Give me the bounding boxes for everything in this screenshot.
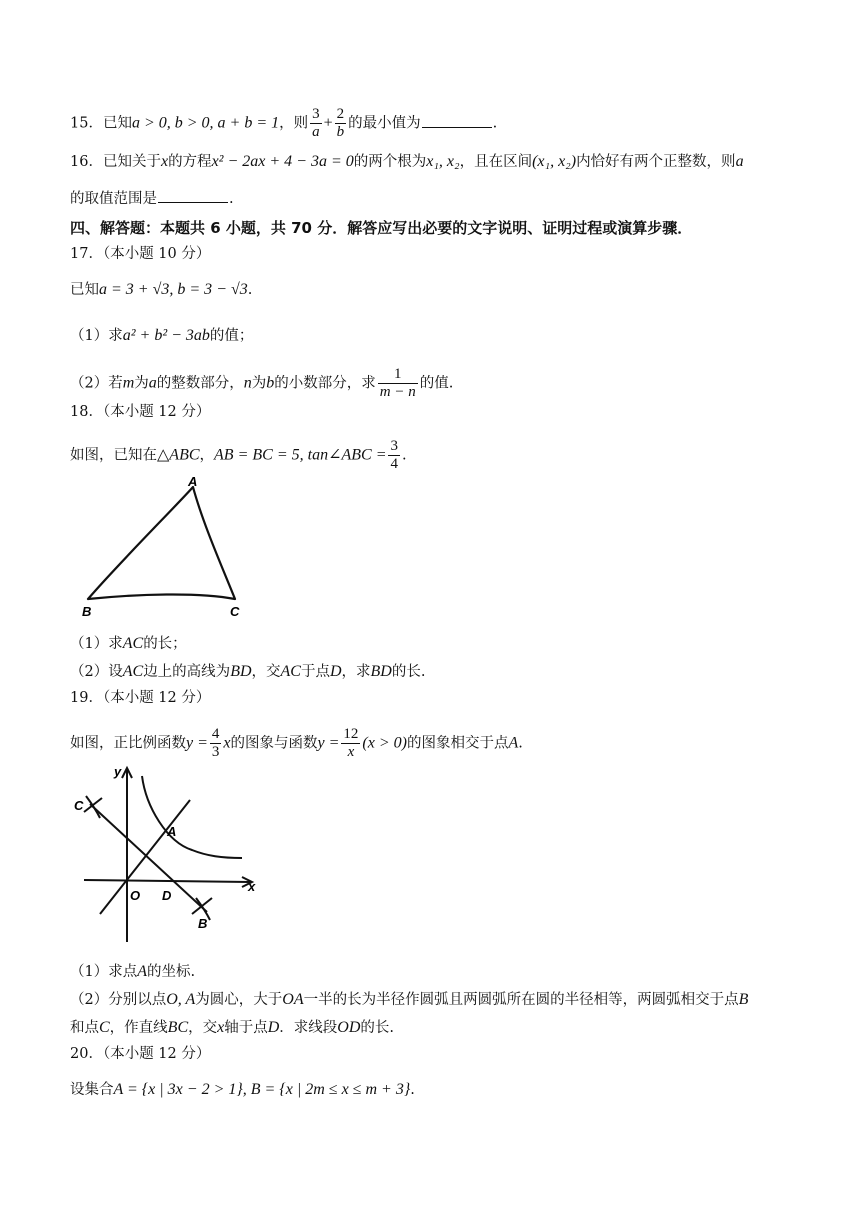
q18-text: ，交 — [251, 664, 281, 680]
q19-fraction-2 — [341, 726, 360, 761]
q19-var: x — [223, 734, 231, 752]
q15-tail: 的最小值为 — [348, 115, 421, 132]
q19-text: （2）分别以点 — [70, 992, 167, 1008]
coordinate-figure — [72, 762, 272, 947]
q18-end: . — [401, 447, 407, 464]
q17-end: . — [247, 282, 253, 298]
arc-mark-c2 — [86, 796, 100, 818]
label-x: x — [248, 879, 256, 894]
q18-fraction — [388, 438, 400, 473]
question-16-line-1 — [70, 152, 744, 172]
q16-text: 内恰好有两个正整数，则 — [576, 154, 736, 170]
q17-expression: a² + b² − 3ab — [122, 327, 210, 344]
q17-var: m — [122, 374, 135, 392]
proportional-line — [100, 800, 190, 914]
frac-den: m − n — [379, 384, 416, 400]
q16-text: 的取值范围是 — [70, 191, 157, 207]
q18-given — [70, 438, 407, 473]
q19-part-2-line-1 — [70, 990, 748, 1010]
label-y: y — [114, 764, 122, 779]
q19-var: x — [217, 1019, 225, 1036]
hyperbola-curve — [142, 776, 242, 858]
q17-expression: a = 3 + √3, b = 3 − √3 — [99, 281, 248, 298]
x-axis — [84, 880, 250, 882]
frac-den: 3 — [211, 744, 220, 760]
q18-text: （2）设 — [70, 664, 123, 680]
q15-fraction-2 — [335, 106, 347, 141]
q17-part-2 — [70, 366, 453, 401]
frac-den: b — [336, 124, 345, 140]
q20-text: 设集合 — [70, 1082, 114, 1098]
q18-text: 于点 — [300, 664, 330, 680]
q15-end: . — [492, 115, 498, 132]
frac-num: 3 — [390, 438, 398, 454]
q18-text: 的长； — [143, 636, 187, 652]
q17-text: 的小数部分，求 — [274, 375, 376, 392]
label-a: A — [167, 824, 177, 839]
question-15 — [70, 106, 497, 141]
q17-text: 的整数部分， — [156, 375, 244, 392]
q17-var: b — [266, 374, 275, 392]
q19-text: 轴于点 — [224, 1020, 268, 1036]
frac-num: 1 — [378, 366, 418, 384]
q17-text: 的值. — [419, 375, 454, 392]
q19-var: O, A — [166, 991, 196, 1008]
answer-blank[interactable] — [158, 188, 228, 203]
q17-text: 的值； — [209, 328, 254, 344]
label-c: C — [74, 798, 84, 813]
q19-text: 的图象与函数 — [230, 735, 318, 752]
question-16-line-2 — [70, 188, 234, 209]
q19-text: ，作直线 — [109, 1020, 168, 1036]
q18-var: BD — [230, 663, 252, 680]
q20-end: . — [410, 1082, 415, 1098]
frac-num: 3 — [312, 106, 320, 122]
q18-var: AC — [122, 635, 144, 652]
q17-var: a — [148, 374, 157, 392]
frac-num: 12 — [343, 726, 359, 742]
q17-var: n — [243, 374, 252, 392]
q19-text: 为圆心，大于 — [195, 992, 283, 1008]
q17-text: 为 — [251, 375, 267, 392]
q17-fraction — [378, 366, 418, 401]
section-heading: 四、解答题：本题共 6 小题，共 70 分．解答应写出必要的文字说明、证明过程或演算步骤． — [70, 219, 693, 237]
q19-text: ．求线段 — [279, 1020, 338, 1036]
q19-fraction-1 — [210, 726, 222, 761]
q15-fraction-1 — [310, 106, 322, 141]
q18-text: 的长. — [391, 664, 426, 680]
q16-end: . — [229, 191, 234, 207]
q19-text: 的图象相交于点 — [406, 735, 509, 752]
q20-expression: A = {x | 3x − 2 > 1}, B = {x | 2m ≤ x ≤ m + 3} — [113, 1081, 411, 1098]
q16-var: x — [160, 153, 169, 170]
q18-text: 边上的高线为 — [143, 664, 231, 680]
q18-text: 如图，已知在 — [70, 447, 157, 464]
frac-den: a — [312, 124, 320, 140]
q19-text: 的坐标. — [147, 964, 196, 980]
answer-blank[interactable] — [422, 113, 492, 128]
q19-part-2-line-2 — [70, 1018, 394, 1038]
q19-given — [70, 726, 523, 761]
q19-text: 的长. — [360, 1020, 395, 1036]
q17-text: （2）若 — [70, 375, 123, 392]
q18-expression: AB = BC = 5, tan∠ABC = — [214, 446, 387, 464]
triangle-figure — [78, 474, 258, 624]
q18-var: D — [329, 663, 342, 680]
frac-den: x — [347, 744, 355, 760]
triangle-abc — [88, 487, 235, 599]
frac-num: 2 — [336, 106, 345, 122]
q19-var: B — [738, 991, 749, 1008]
q16-equation: x² − 2ax + 4 − 3a = 0 — [211, 153, 354, 170]
q19-var: D — [267, 1019, 280, 1036]
q16-text: 的方程 — [168, 154, 212, 170]
q18-text: （1）求 — [70, 636, 123, 652]
label-c: C — [230, 604, 240, 619]
label-d: D — [162, 888, 172, 903]
q19-var: OD — [337, 1019, 361, 1036]
q19-var: A — [508, 734, 519, 752]
question-17-header: 17．（本小题 10 分） — [70, 246, 211, 262]
q19-text: （1）求点 — [70, 964, 138, 980]
q16-var: a — [735, 153, 744, 170]
q18-triangle: △ABC — [157, 446, 200, 464]
q16-interval: (x₁, x₂) — [532, 153, 577, 170]
q19-text: 一半的长为半径作圆弧且两圆弧所在圆的半径相等，两圆弧相交于点 — [303, 992, 739, 1008]
q19-var: C — [99, 1019, 110, 1036]
question-20-header: 20．（本小题 12 分） — [70, 1046, 211, 1062]
q18-text: ，求 — [341, 664, 371, 680]
q18-var: BD — [370, 663, 392, 680]
q17-text: （1）求 — [70, 328, 123, 344]
q19-text: ，交 — [188, 1020, 218, 1036]
label-b: B — [198, 916, 208, 931]
q19-text: 和点 — [70, 1020, 99, 1036]
q16-number: 16．已知关于 — [70, 154, 161, 170]
question-19-header: 19．（本小题 12 分） — [70, 690, 211, 706]
label-a: A — [188, 474, 198, 489]
q17-part-1 — [70, 326, 253, 346]
q17-text: 已知 — [70, 282, 99, 298]
q19-func: y = — [186, 734, 208, 752]
q18-part-1 — [70, 634, 187, 654]
label-b: B — [82, 604, 92, 619]
q16-text: ，且在区间 — [459, 154, 533, 170]
q19-var: BC — [167, 1019, 189, 1036]
q16-text: 的两个根为 — [353, 154, 427, 170]
q17-given — [70, 280, 252, 300]
q19-condition: (x > 0) — [362, 734, 407, 752]
label-o: O — [130, 888, 141, 903]
frac-den: 4 — [390, 456, 398, 472]
q19-var: A — [137, 963, 148, 980]
q17-text: 为 — [134, 375, 149, 392]
q15-condition: a > 0, b > 0, a + b = 1 — [131, 114, 280, 132]
q20-given — [70, 1080, 415, 1100]
question-18-header: 18．（本小题 12 分） — [70, 404, 211, 420]
q18-var: AC — [280, 663, 301, 680]
q16-roots: x₁, x₂ — [426, 153, 460, 170]
q15-plus: + — [323, 114, 333, 132]
q18-text: ， — [199, 447, 215, 464]
bisector-line — [90, 804, 207, 912]
q19-text: 如图，正比例函数 — [70, 735, 186, 752]
q18-var: AC — [122, 663, 144, 680]
q19-part-1 — [70, 962, 195, 982]
q19-var: OA — [282, 991, 304, 1008]
q15-text: ，则 — [279, 115, 309, 132]
q19-end: . — [518, 735, 523, 752]
q18-part-2 — [70, 662, 425, 682]
frac-num: 4 — [211, 726, 220, 742]
q15-number: 15．已知 — [70, 115, 132, 132]
q19-func: y = — [317, 734, 340, 752]
